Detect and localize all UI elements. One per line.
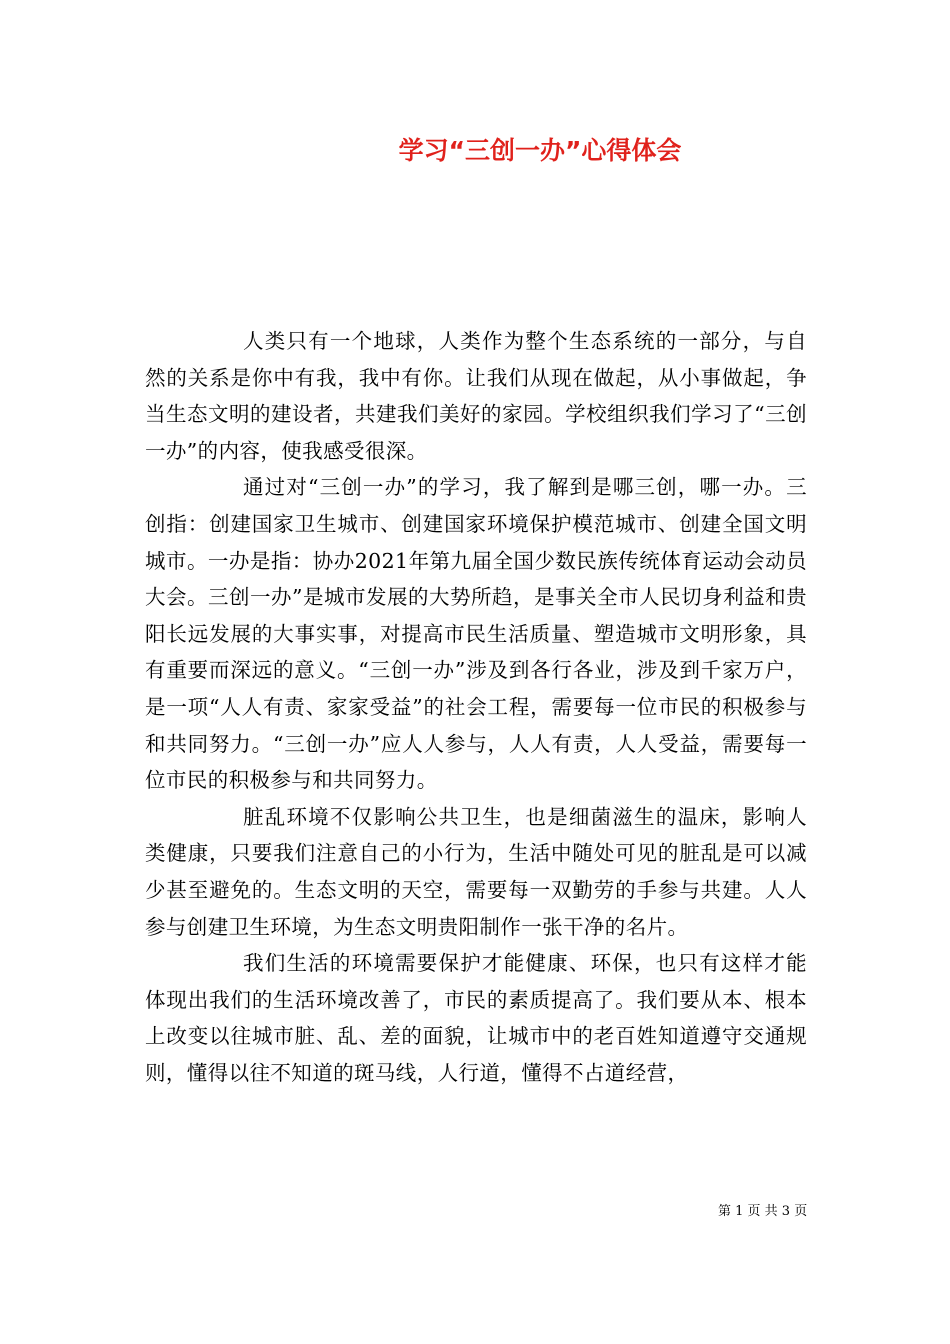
paragraph-protection: 我们生活的环境需要保护才能健康、环保，也只有这样才能体现出我们的生活环境改善了，市民的素质提高了。我们要从本、根本上改变以往城市脏、乱、差的面貌，让城市中的老百姓知道遵守交通规则，懂得以往不知道的斑马线，人行道，懂得不占道经营，: [145, 951, 807, 1085]
document-title: 学习“三创一办”心得体会: [398, 136, 682, 165]
document-body: [145, 323, 807, 1091]
paragraph-intro: 人类只有一个地球，人类作为整个生态系统的一部分，与自然的关系是你中有我，我中有你。让我们从现在做起，从小事做起，争当生态文明的建设者，共建我们美好的家园。学校组织我们学习了“三创一办”的内容，使我感受很深。: [145, 329, 807, 463]
paragraph-environment: 脏乱环境不仅影响公共卫生，也是细菌滋生的温床，影响人类健康，只要我们注意自己的小行为，生活中随处可见的脏乱是可以减少甚至避免的。生态文明的天空，需要每一双勤劳的手参与共建。人人参与创建卫生环境，为生态文明贵阳制作一张干净的名片。: [145, 804, 807, 939]
paragraph-three-creations: 通过对“三创一办”的学习，我了解到是哪三创，哪一办。三创指：创建国家卫生城市、创建国家环境保护模范城市、创建全国文明城市。一办是指：协办2021年第九届全国少数民族传统体育运动会动员大会。三创一办”是城市发展的大势所趋，是事关全市人民切身利益和贵阳长远发展的大事实事，对提高市民生活质量、塑造城市文明形象，具有重要而深远的意义。“三创一办”涉及到各行各业，涉及到千家万户，是一项“人人有责、家家受益”的社会工程，需要每一位市民的积极参与和共同努力。“三创一办”应人人参与，人人有责，人人受益，需要每一位市民的积极参与和共同努力。: [145, 475, 807, 793]
page-number-footer: 第 1 页 共 3 页: [718, 1204, 808, 1219]
